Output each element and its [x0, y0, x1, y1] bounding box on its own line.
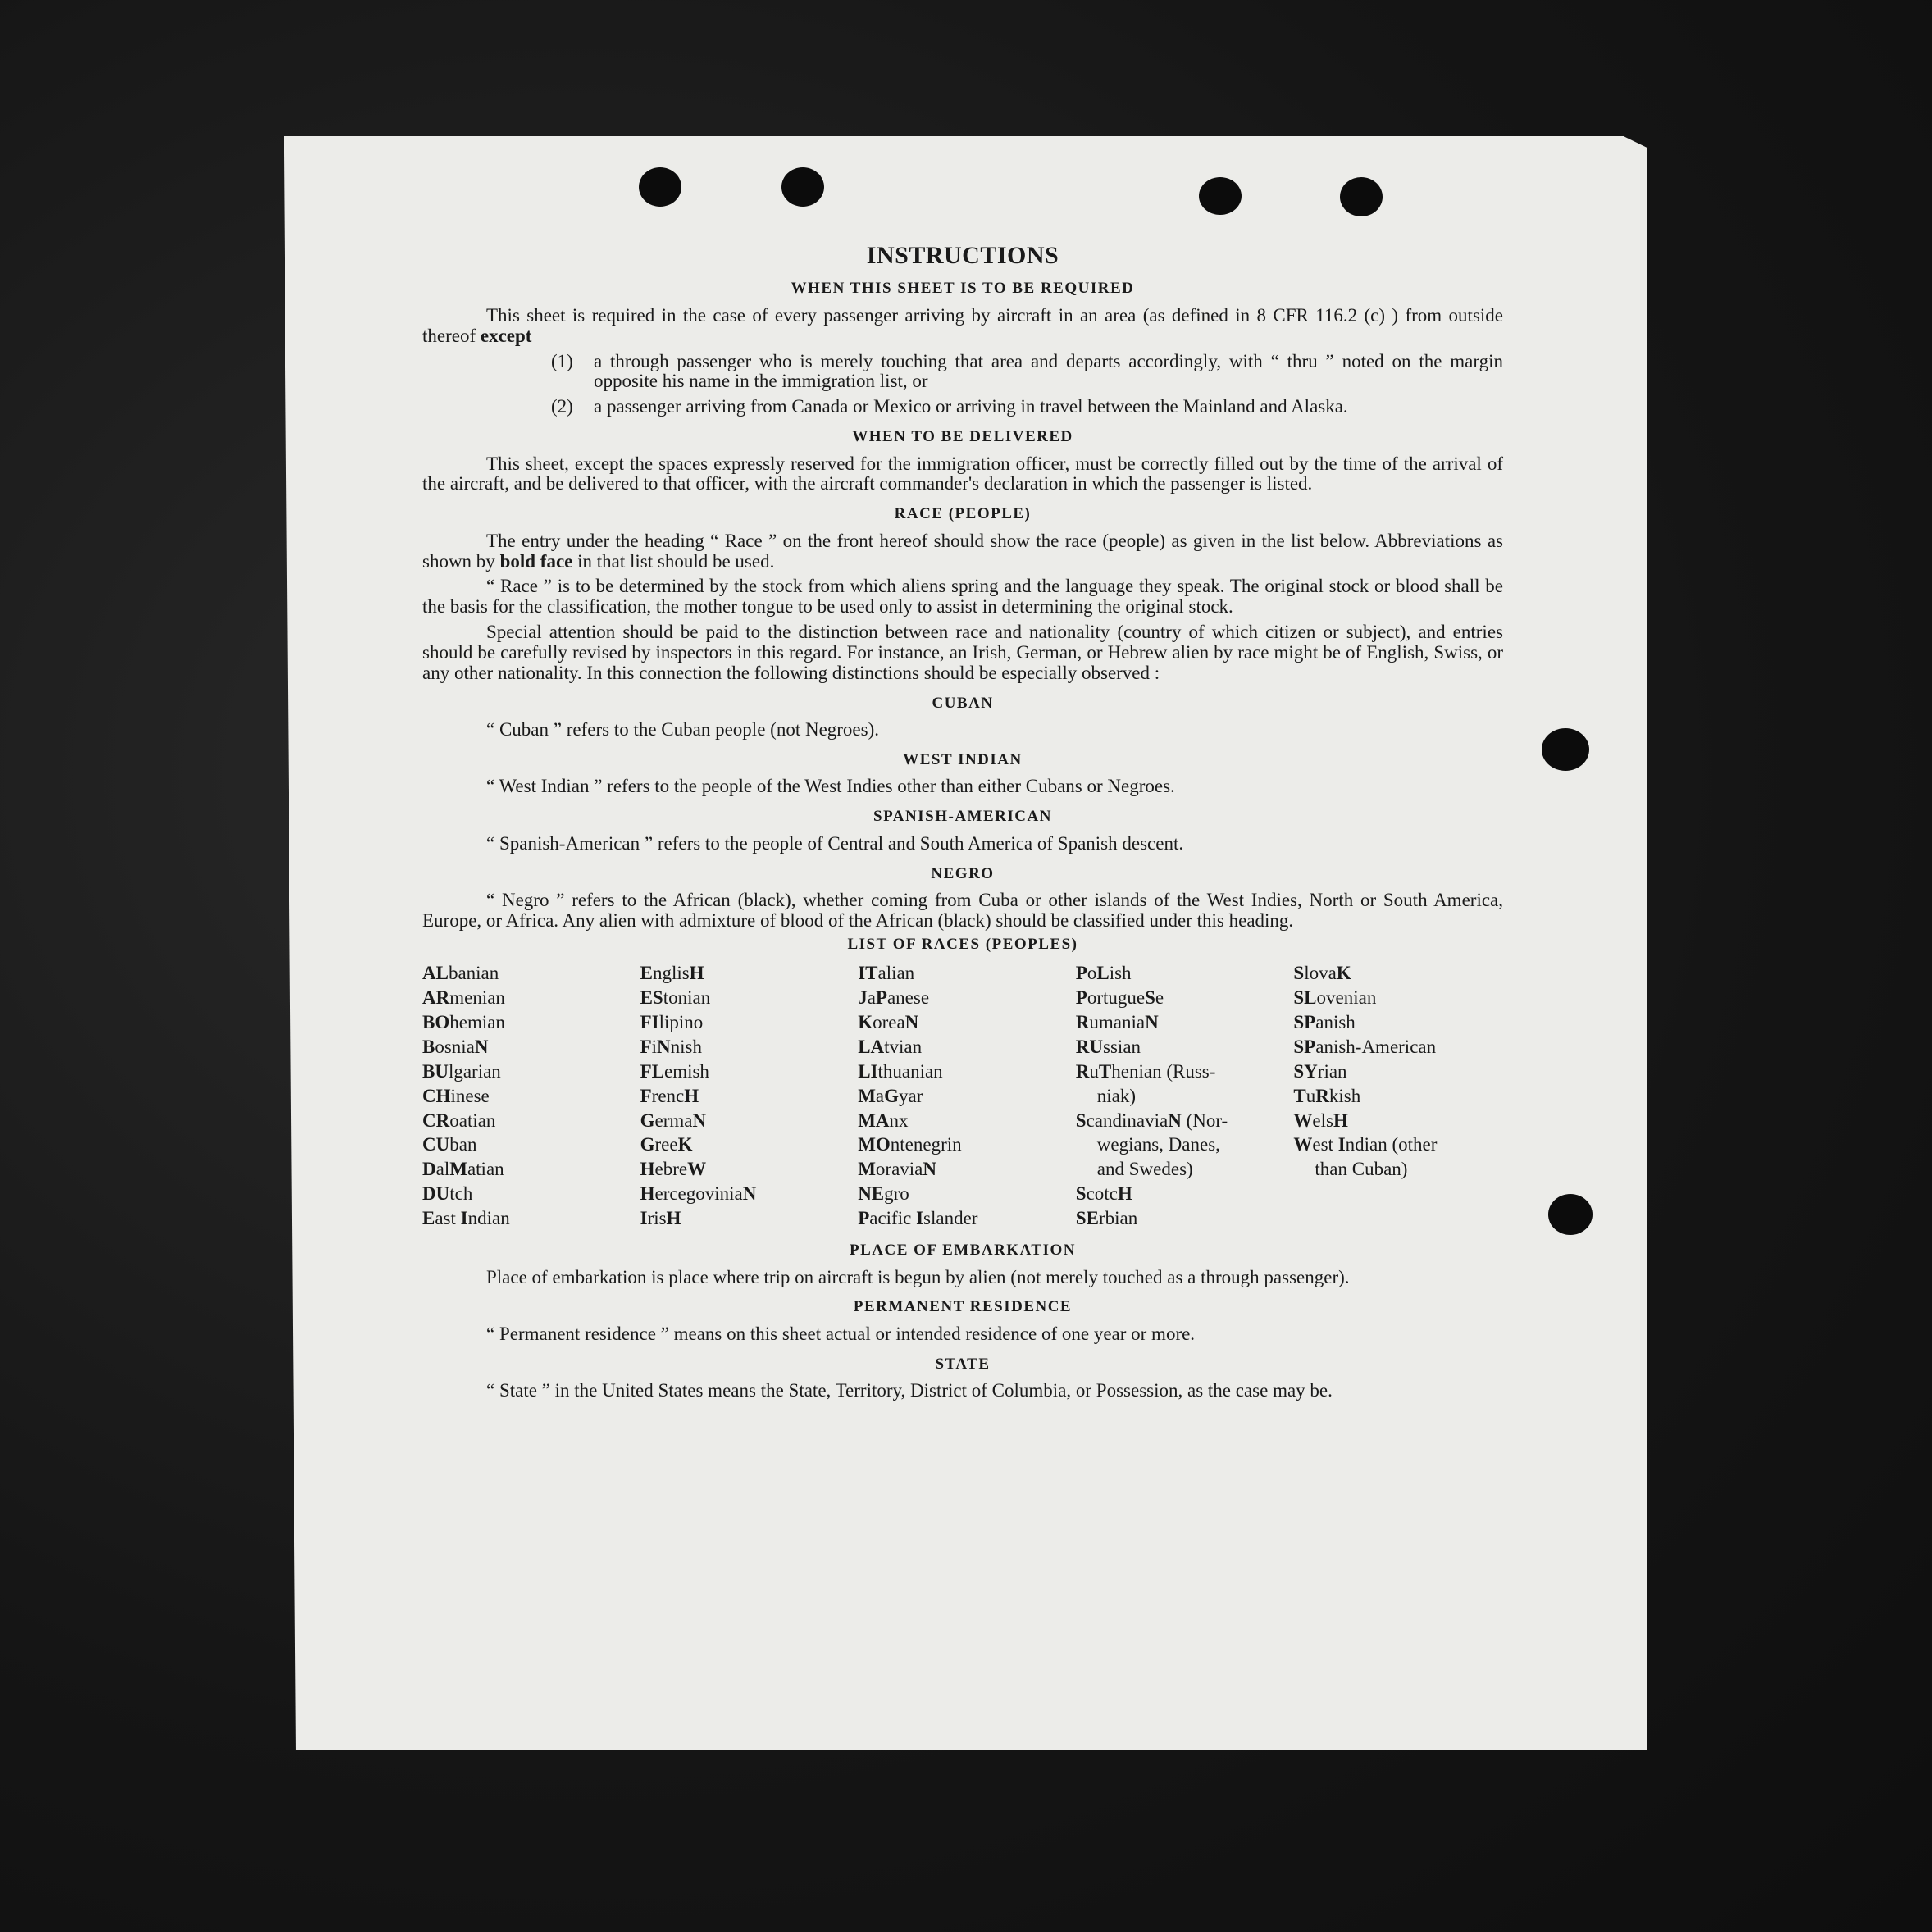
race-paragraph-2: “ Race ” is to be determined by the stock from which aliens spring and the language they speak. The original stock or blood shall be the basis for the classification, the mother tongue to be used only to assist in determining the original stock.: [422, 576, 1503, 617]
race-entry: DalMatian: [422, 1159, 504, 1180]
race-entry: EnglisH: [640, 963, 704, 984]
spanish-american-text: “ Spanish-American ” refers to the people of Central and South America of Spanish descent.: [486, 832, 1184, 854]
races-column: [1076, 961, 1286, 1231]
when-delivered-text: This sheet, except the spaces expressly reserved for the immigration officer, must be correctly filled out by the time of the arrival of the aircraft, and be delivered to that officer, with the aircraft commander's declaration in which the passenger is listed.: [422, 453, 1503, 494]
punch-hole: [1199, 177, 1242, 215]
section-heading-state: STATE: [935, 1355, 991, 1373]
race-entry: GermaN: [640, 1110, 707, 1131]
section-heading-permanent-residence: PERMANENT RESIDENCE: [853, 1298, 1073, 1316]
race-entry: wegians, Danes,: [1096, 1134, 1220, 1155]
races-column: [1293, 961, 1503, 1231]
section-heading-list-of-races: LIST OF RACES (PEOPLES): [847, 935, 1078, 953]
races-list: [422, 961, 1503, 1231]
list-item: [551, 397, 1503, 417]
race-entry: HercegoviniaN: [640, 1183, 757, 1205]
race-entry: BosniaN: [422, 1036, 489, 1057]
punch-hole: [781, 167, 824, 207]
race-entry: ITalian: [858, 963, 915, 984]
race-p1-bold: bold face: [499, 550, 573, 572]
race-entry: PortugueSe: [1075, 987, 1164, 1009]
race-entry: niak): [1096, 1085, 1137, 1106]
race-entry: DUtch: [422, 1183, 473, 1205]
cuban-text: “ Cuban ” refers to the Cuban people (not Negroes).: [486, 719, 880, 740]
section-heading-cuban: CUBAN: [932, 694, 994, 712]
race-entry: MOntenegrin: [858, 1134, 962, 1155]
race-entry: RuThenian (Russ-: [1075, 1060, 1216, 1082]
race-entry: SLovenian: [1293, 987, 1377, 1009]
item-number: (2): [551, 396, 573, 417]
item-text: a passenger arriving from Canada or Mexico or arriving in travel between the Mainland and Alaska.: [594, 396, 1348, 417]
race-entry: LIthuanian: [858, 1060, 943, 1082]
instructions-content: [422, 243, 1503, 1406]
section-heading-when-delivered: WHEN TO BE DELIVERED: [852, 428, 1073, 446]
race-paragraph-3: Special attention should be paid to the distinction between race and nationality (country of which citizen or subject), and entries should be carefully revised by inspectors in this regard. For instance, an Irish, German, or Hebrew alien by race might be of English, Swiss, or any other nationality. In this connection the following distinctions should be especially observed :: [422, 622, 1503, 683]
race-entry: WelsH: [1293, 1110, 1348, 1131]
punch-hole: [639, 167, 681, 207]
race-entry: SPanish-American: [1293, 1036, 1437, 1057]
race-p1-before: The entry under the heading “ Race ” on the front hereof should show the race (people) as given in the list below. Abbreviations as shown by: [422, 530, 1503, 572]
race-entry: than Cuban): [1315, 1159, 1408, 1180]
race-entry: ARmenian: [422, 987, 505, 1009]
section-heading-race: RACE (PEOPLE): [894, 505, 1032, 523]
race-p1-after: in that list should be used.: [577, 550, 775, 572]
race-entry: FIlipino: [640, 1012, 704, 1033]
race-entry: MoraviaN: [858, 1159, 936, 1180]
race-entry: Pacific Islander: [858, 1208, 978, 1229]
race-entry: LAtvian: [858, 1036, 923, 1057]
when-required-intro: [422, 306, 1503, 347]
race-entry: FrencH: [640, 1085, 699, 1106]
race-entry: FiNnish: [640, 1036, 703, 1057]
race-entry: East Indian: [422, 1208, 510, 1229]
race-entry: CRoatian: [422, 1110, 496, 1131]
race-entry: FLemish: [640, 1060, 709, 1082]
when-required-intro-bold: except: [480, 325, 532, 346]
section-heading-spanish-american: SPANISH-AMERICAN: [873, 808, 1052, 826]
race-entry: CHinese: [422, 1085, 490, 1106]
page-title: INSTRUCTIONS: [866, 242, 1059, 269]
race-entry: SlovaK: [1293, 963, 1351, 984]
race-entry: ScotcH: [1075, 1183, 1132, 1205]
state-text: “ State ” in the United States means the State, Territory, District of Columbia, or Possession, as the case may be.: [486, 1380, 1333, 1401]
race-entry: BOhemian: [422, 1012, 505, 1033]
section-heading-negro: NEGRO: [931, 864, 995, 882]
race-entry: SYrian: [1293, 1060, 1347, 1082]
race-entry: MaGyar: [858, 1085, 923, 1106]
west-indian-text: “ West Indian ” refers to the people of the West Indies other than either Cubans or Negroes.: [486, 776, 1175, 797]
race-entry: TuRkish: [1293, 1085, 1361, 1106]
race-entry: CUban: [422, 1134, 477, 1155]
race-entry: West Indian (other: [1293, 1134, 1438, 1155]
race-entry: NEgro: [858, 1183, 909, 1205]
punch-hole: [1542, 728, 1589, 771]
when-required-intro-text: This sheet is required in the case of every passenger arriving by aircraft in an area (as defined in 8 CFR 116.2 (c) ) from outside thereof: [422, 304, 1503, 346]
place-of-embarkation-text: Place of embarkation is place where trip on aircraft is begun by alien (not merely touched as a through passenger).: [486, 1266, 1350, 1287]
race-entry: RUssian: [1075, 1036, 1141, 1057]
section-heading-place-of-embarkation: PLACE OF EMBARKATION: [850, 1242, 1076, 1260]
race-entry: and Swedes): [1096, 1159, 1193, 1180]
race-entry: IrisH: [640, 1208, 681, 1229]
race-entry: RumaniaN: [1075, 1012, 1159, 1033]
race-entry: ALbanian: [422, 963, 499, 984]
race-entry: SPanish: [1293, 1012, 1356, 1033]
race-entry: PoLish: [1075, 963, 1132, 984]
punch-hole: [1340, 177, 1383, 216]
race-entry: KoreaN: [858, 1012, 919, 1033]
race-entry: SErbian: [1075, 1208, 1138, 1229]
race-entry: EStonian: [640, 987, 711, 1009]
permanent-residence-text: “ Permanent residence ” means on this sheet actual or intended residence of one year or more.: [486, 1323, 1196, 1344]
section-heading-west-indian: WEST INDIAN: [903, 750, 1023, 768]
race-entry: HebreW: [640, 1159, 707, 1180]
race-entry: GreeK: [640, 1134, 693, 1155]
race-entry: JaPanese: [858, 987, 930, 1009]
race-entry: MAnx: [858, 1110, 909, 1131]
section-heading-when-required: WHEN THIS SHEET IS TO BE REQUIRED: [791, 280, 1135, 298]
race-paragraph-1: [422, 531, 1503, 572]
race-entry: BUlgarian: [422, 1060, 501, 1082]
item-text: a through passenger who is merely touching that area and departs accordingly, with “ thru ” noted on the margin opposite his name in the immigration list, or: [594, 350, 1503, 392]
races-column: [640, 961, 850, 1231]
negro-text: “ Negro ” refers to the African (black), whether coming from Cuba or other islands of the West Indies, North or South America, Europe, or Africa. Any alien with admixture of blood of the African (black) should be classified under this heading.: [422, 890, 1503, 931]
item-number: (1): [551, 350, 573, 371]
races-column: [422, 961, 632, 1231]
races-column: [858, 961, 1068, 1231]
race-entry: ScandinaviaN (Nor-: [1075, 1110, 1228, 1131]
list-item: [551, 352, 1503, 393]
punch-hole: [1548, 1194, 1593, 1235]
